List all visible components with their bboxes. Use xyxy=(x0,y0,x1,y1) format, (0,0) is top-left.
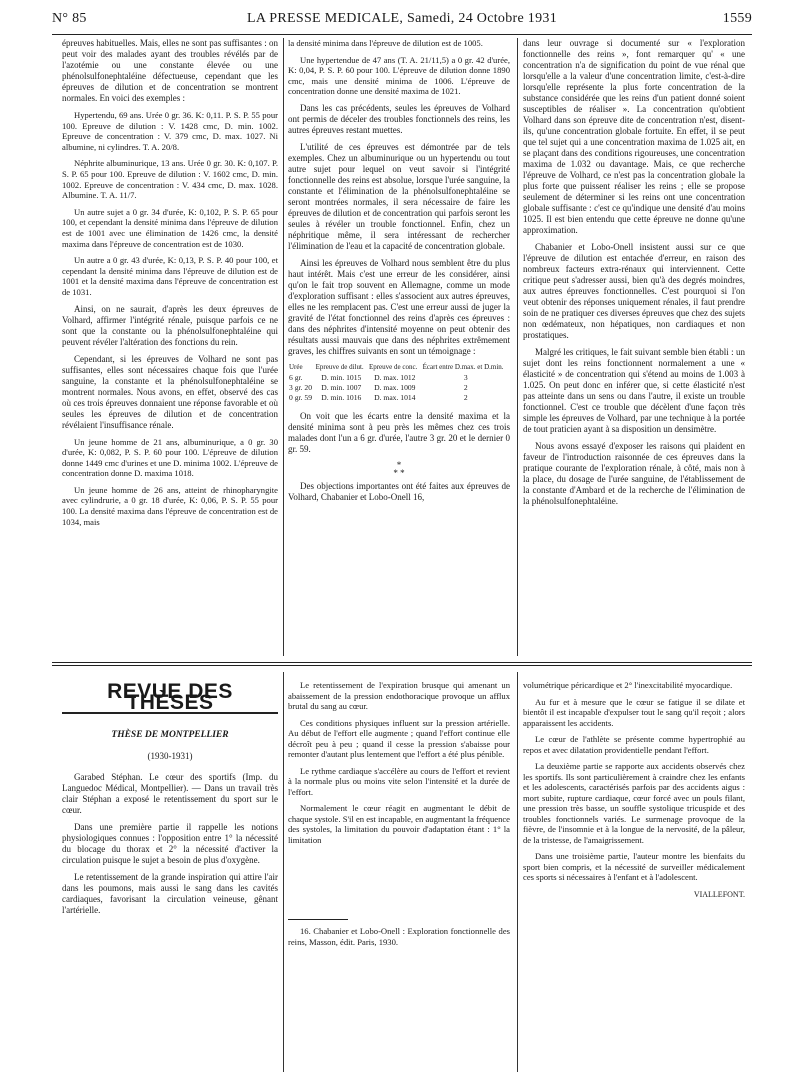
density-table xyxy=(288,363,510,403)
paragraph: Ces conditions physiques influent sur la pression artérielle. Au début de l'effort elle augmente ; quand l'effort continue elle décroît peu à peu ; quand il cesse la pression s'abaisse pour remonter d'autant plus lentement que l'effort a été plus pénible. xyxy=(288,717,510,759)
table-cell: D. min. 1015 xyxy=(321,372,362,382)
example-paragraph: Un autre sujet a 0 gr. 34 d'urée, K: 0,102, P. S. P. 65 pour 100, et cependant la densité minima dans l'épreuve de dilution est de 1001 avec une élimination de 1426 cmc, la densité maxima dans l'épreuve de concentration est de 1030. xyxy=(62,206,278,249)
paragraph: On voit que les écarts entre la densité maxima et la densité minima sont à peu près les mêmes chez ces trois malades dont l'un a 6 gr. d'urée, l'autre 3 gr. 20 et le dernier 0 gr. 59. xyxy=(288,410,510,454)
column-divider xyxy=(283,672,284,1072)
example-paragraph: Un jeune homme de 21 ans, albuminurique, a 0 gr. 30 d'urée, K: 0,082, P. S. P. 60 pour 100. L'épreuve de dilution donne 1449 cmc d'urines et une D. minima 1002. L'épreuve de concentration donne D. maxima 1018. xyxy=(62,436,278,479)
article-column-2 xyxy=(288,38,510,656)
paragraph: Dans les cas précédents, seules les épreuves de Volhard ont permis de déceler des troubles fonctionnels des reins, les autres épreuves restant muettes. xyxy=(288,102,510,135)
table-header: Epreuve de dilut. xyxy=(315,362,364,371)
example-paragraph: Hypertendu, 69 ans. Urée 0 gr. 36. K: 0,11. P. S. P. 55 pour 100. Epreuve de dilution : V. 1428 cmc, D. min. 1002. Epreuve de concentration : V. 379 cmc, D. max. 1027. Ni albumine, ni cylindres. T. A. 20/8. xyxy=(62,110,278,152)
paragraph: Dans une première partie il rappelle les notions physiologiques connues : l'opposition entre 1° la nécessité du blocage du thorax et 2° la nécessité d'activer la circulation puisque le sujet a besoin de plus d'oxygène. xyxy=(62,822,278,865)
article-column-1 xyxy=(62,38,278,656)
table-cell: 6 gr. xyxy=(289,372,303,382)
paragraph: Dans une troisième partie, l'auteur montre les bienfaits du sport bien compris, et la nécessité de surveiller médicalement ces sports si nécessaires à l'enfant et à l'adolescent. xyxy=(523,851,745,882)
example-paragraph: Néphrite albuminurique, 13 ans. Urée 0 gr. 30. K: 0,107. P. S. P. 65 pour 100. Epreuve de dilution : V. 1602 cmc, D. min. 1002. Epreuve de concentration : V. 434 cmc, D. max. 1028. Albumine. T. A. 11/7. xyxy=(62,158,278,201)
paragraph: Garabed Stéphan. Le cœur des sportifs (Imp. du Languedoc Médical, Montpellier). — Dans un travail très clair Stéphan a exposé le retentissement du sport sur le cœur. xyxy=(62,772,278,815)
paragraph: Ainsi, on ne saurait, d'après les deux épreuves de Volhard, affirmer l'intégrité rénale, puisque parfois ce ne sont que la constante ou la phénolsulfonephtaléine qui peuvent révéler l'altération des fonctions du rein. xyxy=(62,303,278,347)
page-number: 1559 xyxy=(722,11,752,26)
paragraph: Le rythme cardiaque s'accélère au cours de l'effort et revient à la normale plus ou moins vite selon l'intensité et la durée de l'effort. xyxy=(288,765,510,797)
section-stars-ornament: * * * xyxy=(393,459,405,478)
column-divider xyxy=(517,38,518,656)
paragraph: Ainsi les épreuves de Volhard nous semblent être du plus haut intérêt. Mais c'est une erreur de les considérer, ainsi qu'on le fait trop souvent en Allemagne, comme un mode d'exploration suffisant : elles s'associent aux autres épreuves, elles ne les remplacent pas. C'est une erreur aussi de juger la gravité de l'état fonctionnel des reins d'après ces épreuves : dans des néphrites d'intensité moyenne on peut obtenir des résultats aussi mauvais que dans des néphrites extrêmement graves, les chiffres suivants en sont un témoignage : xyxy=(288,257,510,356)
theses-column-1 xyxy=(62,680,278,1070)
section-rule xyxy=(52,665,752,666)
paragraph: dans leur ouvrage si documenté sur « l'exploration fonctionnelle des reins », font remarquer qu' « une concentration n'a de signification du point de vue rénal que lorsqu'elle a la valeur d'une concentration limite, c'est-à-dire lorsqu'elle représente la plus forte concentration de la substance considérée que les reins d'un patient donné soient susceptibles de réaliser ». La concentration qu'obtient Volhard dans son épreuve dite de concentration n'est, disent-ils, qu'une concentration globale fortuite. En effet, il se peut que tel sujet qui a une concentration maxima de 1.025 ait, en se plaçant dans des conditions rigoureuses, une concentration maxima de 1.032 ou davantage. Mais, ce que recherche l'épreuve de Volhard, ce n'est pas la concentration globale la plus forte que puissent réaliser les reins ; elle se propose seulement de déterminer si les reins ont une concentration globale suffisante : c'est ce qu'indique une densité d'au moins 1025. Il est bien entendu que cette épreuve ne donne qu'une approximation. xyxy=(523,38,745,235)
paragraph: La deuxième partie se rapporte aux accidents observés chez les sportifs. Ils sont particulièrement à craindre chez les enfants et les adolescents, caractérisés parfois par des accidents aigus : mort subite, rupture cardiaque, cœur forcé avec un pouls filant, une pression très basse, un souffle systolique tricuspide et des troubles fonctionnels variés. Le surmenage provoque de la fièvre, de l'insomnie et à la longue de la nervosité, de la pâleur, de la tristesse, de l'amaigrissement. xyxy=(523,761,745,845)
table-header: Urée xyxy=(289,362,303,371)
theses-column-3 xyxy=(523,680,745,1070)
paragraph: Nous avons essayé d'exposer les raisons qui plaident en faveur de l'introduction raisonnée de ces épreuves dans la pratique courante de l'exploration rénale, à côté, mais non à la place, du dosage de l'urée sanguine, de l'établissement de la constante d'Ambard et de la recherche de l'élimination de la phénolsulfonephtaléine. xyxy=(523,441,745,506)
paragraph: épreuves habituelles. Mais, elles ne sont pas suffisantes : on peut voir des malades ayant des troubles révélés par de l'azotémie ou une constante élevée ou une phénolsulfonephtaléine défectueuse, cependant que les épreuves de dilution et de concentration se montrent normales. En voici des exemples : xyxy=(62,38,278,103)
subsection-title: THÈSE DE MONTPELLIER xyxy=(111,730,229,740)
table-header: Écart entre D.max. et D.min. xyxy=(422,362,504,371)
paragraph: Des objections importantes ont été faites aux épreuves de Volhard, Chabanier et Lobo-Onell 16, xyxy=(288,480,510,502)
table-cell: 0 gr. 59 xyxy=(289,392,312,402)
academic-year: (1930-1931) xyxy=(147,751,193,761)
example-paragraph: Un autre a 0 gr. 43 d'urée, K: 0,13, P. S. P. 40 pour 100, et cependant la densité minima dans l'épreuve de dilution est de 1001 et la densité maxima dans l'épreuve de concentration est de 1031. xyxy=(62,255,278,297)
column-divider xyxy=(517,672,518,1072)
section-title: REVUE DES THÈSES xyxy=(107,680,233,714)
paragraph: Malgré les critiques, le fait suivant semble bien établi : un sujet dont les reins fonctionnent normalement a une « élasticité » de concentration qui s'étend au moins de 1.003 à 1.025. On peut donc en inférer que, si cette élasticité n'est pas atteinte dans un sens ou dans l'autre, il existe un trouble fonctionnel. C'est ce trouble que décèlent d'une façon très simple les épreuves de Volhard, par une technique à la portée de tout praticien ayant à sa disposition un densimètre. xyxy=(523,347,745,434)
table-cell: D. max. 1014 xyxy=(374,392,416,402)
table-cell: 2 xyxy=(463,392,468,402)
section-rule xyxy=(52,662,752,663)
page-header xyxy=(52,8,752,34)
table-row xyxy=(288,393,510,403)
footnote-rule xyxy=(288,919,348,920)
author-signature: VIALLEFONT. xyxy=(693,889,745,899)
paragraph: Cependant, si les épreuves de Volhard ne sont pas suffisantes, elles sont nécessaires chaque fois que l'urée sanguine, la constante et la phénolsulfonephtaléine se montrent normales. Nous avons, en effet, observé des cas où ces trois épreuves donnaient une réponse favorable et où seules les épreuves de dilution et de concentration révélaient l'insuffisance rénale. xyxy=(62,353,278,430)
table-cell: D. max. 1009 xyxy=(374,382,416,392)
table-cell: 3 xyxy=(463,372,468,382)
column-divider xyxy=(283,38,284,656)
paragraph: Le cœur de l'athlète se présente comme hypertrophié au repos et avec dilatation providentielle pendant l'effort. xyxy=(523,734,745,755)
table-cell: 2 xyxy=(463,382,468,392)
paragraph: Normalement le cœur réagit en augmentant le débit de chaque systole. S'il en est incapable, en augmentant la fréquence des systoles, la limitation du pouvoir d'adaptation étant : 1° la limitation xyxy=(288,803,510,845)
table-header-row xyxy=(288,363,510,373)
table-row xyxy=(288,373,510,383)
paragraph: L'utilité de ces épreuves est démontrée par de tels exemples. Chez un albuminurique ou un hypertendu ou tout autre sujet pour lequel on veut savoir si l'intégrité fonctionnelle des reins est absolue, lorsque l'urée sanguine, la constante et l'élimination de la phénolsulfonephtaléine se seront montrées normales, il sera nécessaire de faire les épreuves de dilution et de concentration qui parfois seront les seules à révéler un trouble fonctionnel. Enfin, chez un néphritique même, il sera intéressant de rechercher l'élimination de l'eau et la capacité de concentration globale. xyxy=(288,141,510,251)
theses-column-2 xyxy=(288,680,510,1070)
table-cell: D. max. 1012 xyxy=(374,372,416,382)
paragraph: Chabanier et Lobo-Onell insistent aussi sur ce que l'épreuve de dilution est entachée d'erreur, en raison des nombreux facteurs extra-rénaux qui interviennent. Cette critique peut s'adresser aussi, bien qu'à des degrés moindres, aux autres épreuves fonctionnelles. C'est pourquoi si l'on veut obtenir des réponses uniquement rénales, il faut prendre soin de ne pratiquer ces diverses épreuves que chez des sujets non œdémateux, non hépatiques, non cardiaques et non prostatiques. xyxy=(523,242,745,340)
example-paragraph: Un jeune homme de 26 ans, atteint de rhinopharyngite avec cylindrurie, a 0 gr. 18 d'urée, K: 0,06, P. S. P. 55 pour 100. La densité maxima dans l'épreuve de concentration est de 1034, mais xyxy=(62,484,278,527)
paragraph: Le retentissement de la grande inspiration qui attire l'air dans les poumons, mais aussi le sang dans les cavités cardiaques, favorisant la circulation veineuse, gênant l'artérielle. xyxy=(62,872,278,915)
table-header: Epreuve de conc. xyxy=(368,362,418,371)
example-paragraph: la densité minima dans l'épreuve de dilution est de 1005. xyxy=(288,38,483,48)
table-row xyxy=(288,383,510,393)
footnote: 16. Chabanier et Lobo-Onell : Exploration fonctionnelle des reins, Masson, édit. Paris, 1930. xyxy=(288,926,510,947)
article-column-3 xyxy=(523,38,745,656)
issue-number: N° 85 xyxy=(52,11,87,26)
header-rule xyxy=(52,34,752,35)
journal-title: LA PRESSE MEDICALE, Samedi, 24 Octobre 1931 xyxy=(247,11,557,26)
paragraph: Au fur et à mesure que le cœur se fatigue il se dilate et bientôt il est incapable d'expulser tout le sang qu'il reçoit ; alors apparaissent les accidents. xyxy=(523,696,745,728)
table-cell: D. min. 1016 xyxy=(321,392,362,402)
table-cell: D. min. 1007 xyxy=(321,382,362,392)
paragraph: Le retentissement de l'expiration brusque qui amenant un abaissement de la pression endothoracique provoque un afflux brutal du sang au cœur. xyxy=(288,680,510,711)
table-cell: 3 gr. 20 xyxy=(289,382,312,392)
paragraph: volumétrique péricardique et 2° l'inexcitabilité myocardique. xyxy=(523,680,733,690)
example-paragraph: Une hypertendue de 47 ans (T. A. 21/11,5) a 0 gr. 42 d'urée, K: 0,04, P. S. P. 60 pour 100. L'épreuve de dilution donne 1890 cmc, mais une densité minima de 1006. L'épreuve de concentration donne une densité maxima de 1021. xyxy=(288,54,510,97)
